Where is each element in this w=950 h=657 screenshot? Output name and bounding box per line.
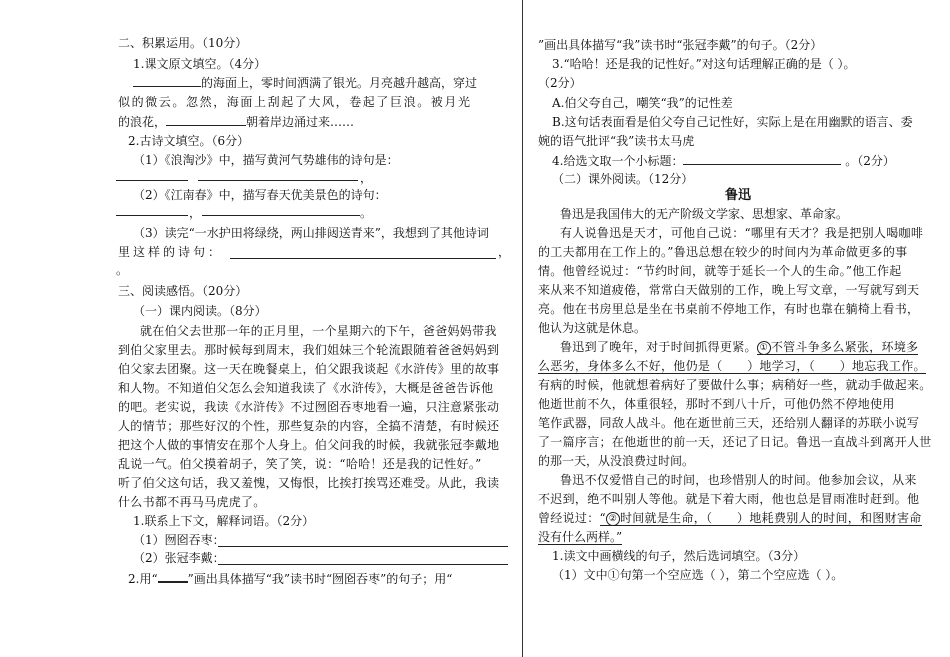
answer-line[interactable]	[218, 564, 508, 565]
passage-line: 到伯父家里去。那时候每到周末，我们姐妹三个轮流跟随着爸爸妈妈到	[118, 343, 500, 357]
circle-number-2: ②	[606, 512, 620, 526]
circle-number-1: ①	[757, 341, 771, 355]
article-line: 鲁迅是我国伟大的无产阶级文学家、思想家、革命家。	[560, 207, 849, 221]
q2-item-3: （3）读完“一水护田将绿绕，两山排闼送青来”，我想到了其他诗词	[133, 226, 489, 240]
article-line-underlined: 鲁迅到了晚年，对于时间抓得更紧。 ① 不管斗争多么紧张，环境多	[560, 340, 919, 354]
article-line-underlined: 没有什么两样。”	[538, 530, 623, 544]
reading-q3-option-b-cont: 婉的语气批评“我”读书太马虎	[538, 134, 695, 148]
article-line: 他逝世前不久，体重很轻，那时不到八十斤，可他仍然不停地使用	[538, 397, 895, 411]
article-line: 情。他曾经说过：“节约时间，就等于延长一个人的生命。”他工作起	[538, 264, 902, 278]
period: 。	[360, 206, 373, 220]
answer-line[interactable]	[230, 258, 496, 259]
reading-q1-item-1: （1）囫囵吞枣：	[133, 533, 225, 547]
column-divider	[522, 0, 523, 657]
article-line: 了一篇序言；在他逝世的前一天，还记了日记。鲁迅一直战斗到离开人世	[538, 435, 932, 449]
blank-2[interactable]	[815, 359, 840, 373]
q1-line-2: 似的微云。忽然，海面上刮起了大风，卷起了巨浪。被月光	[118, 95, 472, 109]
passage-line: 的吧。老实说，我读《水浒传》不过囫囵吞枣地看一遍，只注意紧张动	[118, 400, 500, 414]
article-q1-item-1: （1）文中①句第一个空应选（ ），第二个空应选（ ）。	[552, 568, 844, 582]
blank-1[interactable]	[723, 359, 748, 373]
fill-blank[interactable]	[133, 74, 201, 87]
reading-1-title: （一）课内阅读。（8分）	[133, 304, 267, 318]
article-line: 不迟到，绝不叫别人等他。就是下着大雨，他也总是冒雨准时赶到。他	[538, 492, 920, 506]
underline-sample	[158, 569, 188, 583]
passage-line: 乱说一气。伯父摸着胡子，笑了笑，说：“哈哈！还是我的记性好。”	[118, 457, 482, 471]
question-1-title: 1.课文原文填空。（4分）	[133, 57, 267, 71]
article-q1-title: 1.读文中画横线的句子，然后选词填空。（3分）	[552, 549, 806, 563]
article-line: 的那一天，从没浪费过时间。	[538, 454, 695, 468]
q1-line-1: 的海面上，零时间洒满了银光。月亮越升越高，穿过	[133, 74, 477, 91]
answer-line[interactable]	[218, 546, 508, 547]
reading-q3-option-a: A.伯父夸自己，嘲笑“我”的记性差	[552, 96, 733, 110]
fill-blank[interactable]	[683, 152, 841, 165]
q2-item-2: （2）《江南春》中，描写春天优美景色的诗句：	[133, 188, 387, 202]
comma: ，	[360, 171, 373, 185]
left-column	[100, 0, 518, 657]
period: 。	[116, 263, 129, 277]
passage-line: 伯父家去团聚。这一天在晚餐桌上，伯父跟我谈起《水浒传》里的故事	[118, 362, 500, 376]
article-line: 他认为这就是休息。	[538, 321, 647, 335]
article-title: 鲁迅	[724, 188, 751, 203]
article-line: 的工夫都用在工作上的。”鲁迅总想在较少的时间内为革命做更多的事	[538, 245, 908, 259]
blank-3[interactable]	[712, 511, 737, 525]
passage-line: 听了伯父这句话，我又羞愧，又悔恨，比挨打挨骂还难受。从此，我读	[118, 476, 500, 490]
passage-line: 什么书都不再马马虎虎了。	[118, 495, 266, 509]
reading-q3-option-b: B.这句话表面看是伯父夸自己记性好，实际上是在用幽默的语言、委	[552, 115, 913, 129]
passage-line: 和人物。不知道伯父怎么会知道我读了《水浒传》，大概是爸爸告诉他	[118, 381, 494, 395]
reading-2-title: （二）课外阅读。（12分）	[552, 172, 694, 186]
article-line-underlined: 么恶劣，身体多么不好，他仍是（ ）地学习，（ ）地忘我工作。	[538, 359, 926, 373]
reading-q1-title: 1.联系上下文，解释词语。（2分）	[133, 514, 315, 528]
passage-line: 把这个人做的事情安在那个人身上。伯父问我的时候，我就张冠李戴地	[118, 438, 500, 452]
article-line: 有人说鲁迅是天才，可他自己说：“哪里有天才？我是把别人喝咖啡	[560, 226, 924, 240]
answer-line[interactable]	[116, 215, 188, 216]
article-line: 来从来不知道疲倦，常常白天做别的工作，晚上写文章，一写就写到天	[538, 283, 920, 297]
q1-line-3: 的浪花， 朝着岸边涌过来……	[118, 115, 355, 129]
reading-q1-item-2: （2）张冠李戴：	[133, 551, 225, 565]
passage-line: 就在伯父去世那一年的正月里，一个星期六的下午，爸爸妈妈带我	[140, 324, 497, 338]
article-line-underlined: 曾经说过：“ ② 时间就是生命，（ ）地耗费别人的时间，和图财害命	[538, 511, 922, 525]
reading-q3: 3.“哈哈！还是我的记性好。”对这句话理解正确的是（ ）。	[552, 57, 856, 71]
section-3-title: 三、阅读感悟。（20分）	[118, 284, 248, 298]
comma: ，	[189, 206, 202, 220]
comma: ，	[498, 245, 511, 259]
article-line: 笔作武器，同敌人战斗。他在逝世前三天，还给别人翻译的苏联小说写	[538, 416, 920, 430]
q2-item-1: （1）《浪淘沙》中，描写黄河气势雄伟的诗句是：	[133, 153, 399, 167]
reading-q3-score: （2分）	[538, 76, 582, 90]
question-2-title: 2.古诗文填空。（6分）	[128, 134, 250, 148]
article-line: 亮。他在书房里总是坐在书桌前不停地工作，有时也靠在躺椅上看书，	[538, 302, 920, 316]
passage-line: 人的情节；那些好汉的个性，那些复杂的内容，全搞不清楚，有时候还	[118, 419, 500, 433]
reading-q4: 4.给选文取一个小标题： 。（2分）	[552, 154, 895, 168]
q2-item-3-cont: 里这样的诗句：	[118, 245, 224, 259]
right-column	[528, 0, 948, 657]
reading-q2: 2.用“ ”画出具体描写“我”读书时“囫囵吞枣”的句子；用“	[128, 569, 452, 587]
answer-line[interactable]	[202, 215, 360, 216]
answer-line[interactable]	[198, 180, 358, 181]
section-2-title: 二、积累运用。（10分）	[118, 36, 248, 50]
fill-blank[interactable]	[166, 113, 246, 126]
article-line: 鲁迅不仅爱惜自己的时间，也珍惜别人的时间。他参加会议，从来	[560, 473, 917, 487]
answer-line[interactable]	[116, 180, 188, 181]
reading-q2-cont: ”画出具体描写“我”读书时“张冠李戴”的句子。（2分）	[538, 38, 823, 52]
article-line: 有病的时候，他就想着病好了要做什么事；病稍好一些，就动手做起来。	[538, 378, 932, 392]
